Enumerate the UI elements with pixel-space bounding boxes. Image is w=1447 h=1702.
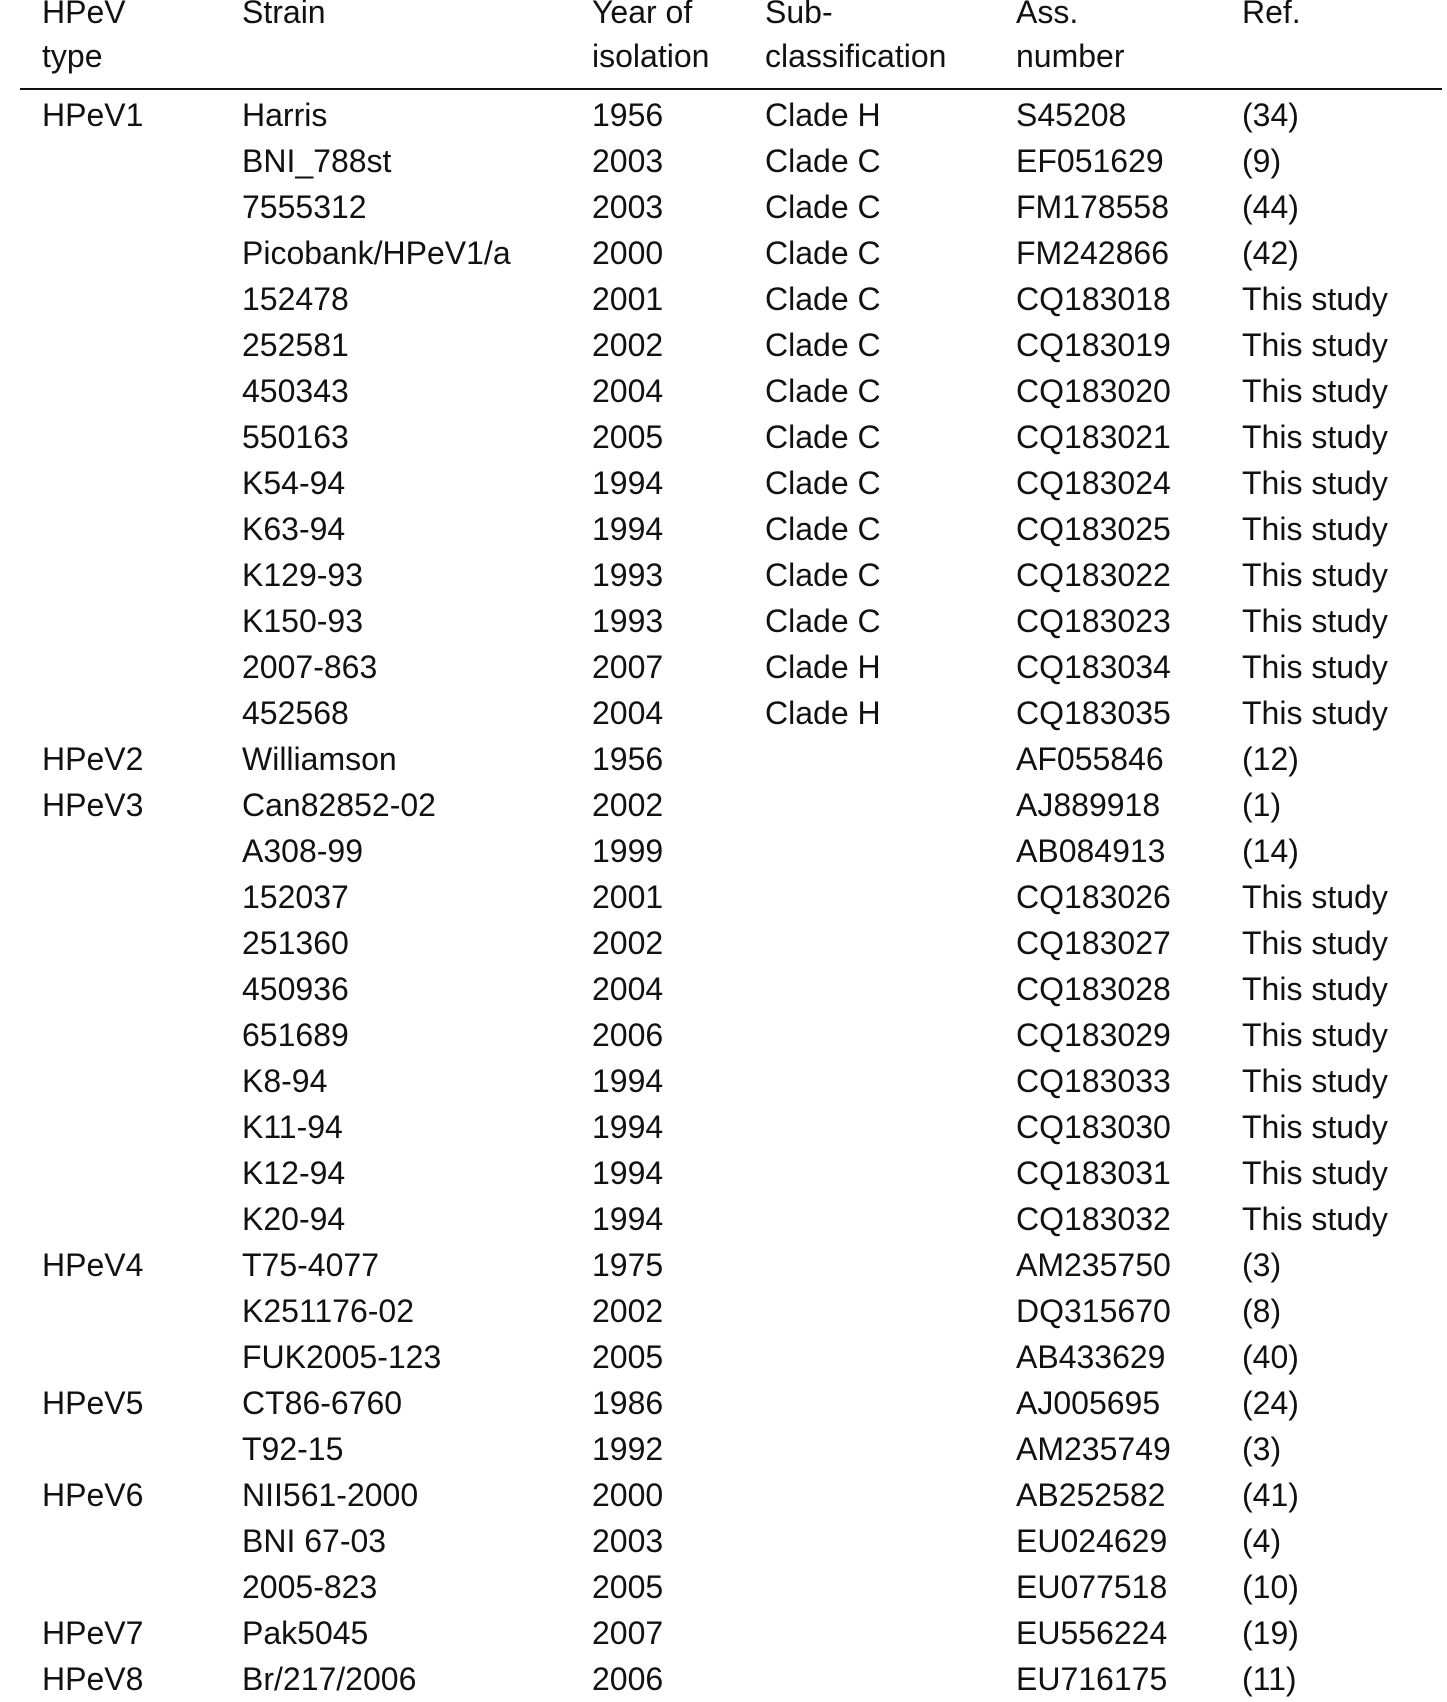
cell-accession-number: AB433629 — [1016, 1339, 1166, 1375]
cell-ref: This study — [1242, 695, 1388, 731]
cell-strain: FUK2005-123 — [242, 1339, 442, 1375]
cell-subclassification: Clade C — [765, 281, 881, 317]
cell-year: 2003 — [592, 189, 664, 225]
cell-accession-number: CQ183020 — [1016, 373, 1171, 409]
table-row — [20, 920, 1442, 966]
table-row — [20, 1104, 1442, 1150]
table-body — [20, 92, 1442, 1702]
cell-ref: (4) — [1242, 1523, 1282, 1559]
table-row — [20, 506, 1442, 552]
cell-year: 2000 — [592, 235, 664, 271]
cell-year: 1994 — [592, 1155, 664, 1191]
table-row — [20, 1196, 1442, 1242]
cell-strain: K54-94 — [242, 465, 346, 501]
cell-ref: (34) — [1242, 97, 1299, 133]
strain-table — [20, 0, 1442, 1702]
header-ref: Ref. — [1242, 0, 1301, 30]
cell-year: 2004 — [592, 373, 664, 409]
cell-strain: Picobank/HPeV1/a — [242, 235, 511, 271]
cell-strain: 7555312 — [242, 189, 367, 225]
cell-accession-number: CQ183026 — [1016, 879, 1171, 915]
cell-year: 2005 — [592, 1569, 664, 1605]
cell-hpev-type: HPeV3 — [42, 787, 144, 823]
table-row — [20, 1058, 1442, 1104]
header-strain: Strain — [242, 0, 326, 30]
cell-year: 1994 — [592, 1063, 664, 1099]
cell-accession-number: CQ183034 — [1016, 649, 1171, 685]
cell-ref: This study — [1242, 327, 1388, 363]
cell-ref: This study — [1242, 879, 1388, 915]
cell-hpev-type: HPeV7 — [42, 1615, 144, 1651]
cell-accession-number: AM235750 — [1016, 1247, 1171, 1283]
cell-hpev-type: HPeV1 — [42, 97, 144, 133]
table-header — [20, 0, 1442, 90]
cell-strain: T75-4077 — [242, 1247, 379, 1283]
table-row — [20, 1334, 1442, 1380]
table-row — [20, 1242, 1442, 1288]
cell-strain: K11-94 — [242, 1109, 343, 1145]
cell-ref: This study — [1242, 419, 1388, 455]
cell-subclassification: Clade H — [765, 97, 881, 133]
cell-accession-number: CQ183030 — [1016, 1109, 1171, 1145]
table-row — [20, 552, 1442, 598]
cell-year: 2000 — [592, 1477, 664, 1513]
cell-strain: K150-93 — [242, 603, 363, 639]
cell-strain: K20-94 — [242, 1201, 346, 1237]
cell-year: 1994 — [592, 1201, 664, 1237]
cell-ref: (10) — [1242, 1569, 1299, 1605]
table-row — [20, 1012, 1442, 1058]
cell-accession-number: CQ183022 — [1016, 557, 1171, 593]
cell-year: 2003 — [592, 143, 664, 179]
cell-ref: (24) — [1242, 1385, 1299, 1421]
cell-accession-number: FM242866 — [1016, 235, 1169, 271]
cell-subclassification: Clade H — [765, 695, 881, 731]
cell-subclassification: Clade C — [765, 557, 881, 593]
cell-accession-number: S45208 — [1016, 97, 1127, 133]
cell-strain: Br/217/2006 — [242, 1661, 417, 1697]
cell-ref: This study — [1242, 925, 1388, 961]
cell-year: 2005 — [592, 1339, 664, 1375]
cell-strain: 152478 — [242, 281, 349, 317]
cell-ref: (1) — [1242, 787, 1282, 823]
table-row — [20, 92, 1442, 138]
cell-ref: (8) — [1242, 1293, 1282, 1329]
cell-accession-number: CQ183021 — [1016, 419, 1171, 455]
cell-hpev-type: HPeV5 — [42, 1385, 144, 1421]
cell-year: 2002 — [592, 925, 664, 961]
cell-accession-number: AJ889918 — [1016, 787, 1161, 823]
cell-ref: (14) — [1242, 833, 1299, 869]
table-row — [20, 184, 1442, 230]
cell-accession-number: EU716175 — [1016, 1661, 1168, 1697]
cell-accession-number: EF051629 — [1016, 143, 1164, 179]
cell-accession-number: EU077518 — [1016, 1569, 1168, 1605]
cell-ref: This study — [1242, 1063, 1388, 1099]
table-row — [20, 1610, 1442, 1656]
cell-accession-number: AJ005695 — [1016, 1385, 1161, 1421]
table-row — [20, 1150, 1442, 1196]
cell-accession-number: CQ183033 — [1016, 1063, 1171, 1099]
cell-ref: (40) — [1242, 1339, 1299, 1375]
cell-accession-number: AB252582 — [1016, 1477, 1166, 1513]
table-row — [20, 644, 1442, 690]
cell-strain: 651689 — [242, 1017, 349, 1053]
cell-ref: (42) — [1242, 235, 1299, 271]
cell-ref: (3) — [1242, 1247, 1282, 1283]
cell-subclassification: Clade C — [765, 235, 881, 271]
table-row — [20, 230, 1442, 276]
table-row — [20, 1426, 1442, 1472]
table-row — [20, 874, 1442, 920]
cell-hpev-type: HPeV2 — [42, 741, 144, 777]
cell-strain: 450936 — [242, 971, 349, 1007]
cell-strain: BNI_788st — [242, 143, 392, 179]
cell-accession-number: CQ183019 — [1016, 327, 1171, 363]
cell-accession-number: CQ183027 — [1016, 925, 1171, 961]
cell-year: 2004 — [592, 695, 664, 731]
cell-subclassification: Clade C — [765, 143, 881, 179]
table-row — [20, 368, 1442, 414]
cell-subclassification: Clade C — [765, 189, 881, 225]
cell-year: 1994 — [592, 1109, 664, 1145]
table-row — [20, 460, 1442, 506]
cell-strain: 550163 — [242, 419, 349, 455]
cell-strain: NII561-2000 — [242, 1477, 419, 1513]
cell-accession-number: AB084913 — [1016, 833, 1166, 869]
table-row — [20, 1472, 1442, 1518]
cell-accession-number: CQ183035 — [1016, 695, 1171, 731]
cell-strain: T92-15 — [242, 1431, 344, 1467]
table-row — [20, 598, 1442, 644]
table-row — [20, 736, 1442, 782]
cell-year: 2007 — [592, 649, 664, 685]
cell-year: 2004 — [592, 971, 664, 1007]
cell-strain: Harris — [242, 97, 328, 133]
cell-year: 1956 — [592, 97, 664, 133]
table-row — [20, 414, 1442, 460]
cell-accession-number: AF055846 — [1016, 741, 1164, 777]
cell-accession-number: CQ183024 — [1016, 465, 1171, 501]
table-row — [20, 276, 1442, 322]
cell-subclassification: Clade H — [765, 649, 881, 685]
cell-year: 2006 — [592, 1017, 664, 1053]
cell-year: 1956 — [592, 741, 664, 777]
cell-accession-number: EU556224 — [1016, 1615, 1168, 1651]
cell-ref: (41) — [1242, 1477, 1299, 1513]
cell-accession-number: CQ183031 — [1016, 1155, 1171, 1191]
cell-year: 1993 — [592, 557, 664, 593]
cell-strain: Pak5045 — [242, 1615, 369, 1651]
cell-year: 1993 — [592, 603, 664, 639]
cell-ref: This study — [1242, 511, 1388, 547]
cell-hpev-type: HPeV8 — [42, 1661, 144, 1697]
cell-strain: K8-94 — [242, 1063, 328, 1099]
cell-year: 2003 — [592, 1523, 664, 1559]
header-hpev-type: HPeV type — [42, 0, 126, 74]
cell-accession-number: CQ183029 — [1016, 1017, 1171, 1053]
cell-strain: K12-94 — [242, 1155, 346, 1191]
cell-year: 2002 — [592, 787, 664, 823]
cell-accession-number: CQ183032 — [1016, 1201, 1171, 1237]
table-row — [20, 1564, 1442, 1610]
cell-subclassification: Clade C — [765, 419, 881, 455]
cell-strain: 252581 — [242, 327, 349, 363]
cell-strain: 2007-863 — [242, 649, 378, 685]
cell-ref: (11) — [1242, 1661, 1297, 1697]
cell-year: 2006 — [592, 1661, 664, 1697]
cell-strain: 251360 — [242, 925, 349, 961]
cell-subclassification: Clade C — [765, 603, 881, 639]
cell-accession-number: CQ183023 — [1016, 603, 1171, 639]
cell-strain: Can82852-02 — [242, 787, 436, 823]
cell-strain: 2005-823 — [242, 1569, 378, 1605]
cell-accession-number: EU024629 — [1016, 1523, 1168, 1559]
cell-accession-number: CQ183028 — [1016, 971, 1171, 1007]
cell-strain: 152037 — [242, 879, 349, 915]
cell-strain: BNI 67-03 — [242, 1523, 387, 1559]
cell-subclassification: Clade C — [765, 465, 881, 501]
cell-strain: K251176-02 — [242, 1293, 414, 1329]
cell-subclassification: Clade C — [765, 511, 881, 547]
cell-strain: K63-94 — [242, 511, 346, 547]
cell-ref: This study — [1242, 1155, 1388, 1191]
cell-strain: Williamson — [242, 741, 397, 777]
cell-strain: CT86-6760 — [242, 1385, 403, 1421]
cell-year: 1994 — [592, 465, 664, 501]
table-row — [20, 1380, 1442, 1426]
cell-ref: This study — [1242, 373, 1388, 409]
cell-ref: This study — [1242, 649, 1388, 685]
cell-ref: This study — [1242, 557, 1388, 593]
table-row — [20, 1518, 1442, 1564]
cell-year: 2001 — [592, 281, 664, 317]
cell-accession-number: CQ183018 — [1016, 281, 1171, 317]
cell-accession-number: FM178558 — [1016, 189, 1169, 225]
cell-accession-number: AM235749 — [1016, 1431, 1171, 1467]
cell-year: 1992 — [592, 1431, 664, 1467]
cell-hpev-type: HPeV6 — [42, 1477, 144, 1513]
cell-year: 1975 — [592, 1247, 664, 1283]
cell-year: 2005 — [592, 419, 664, 455]
table-row — [20, 138, 1442, 184]
table-row — [20, 782, 1442, 828]
cell-year: 1999 — [592, 833, 664, 869]
cell-ref: This study — [1242, 281, 1388, 317]
table-row — [20, 966, 1442, 1012]
header-accession-number: Ass. number — [1016, 0, 1125, 74]
cell-ref: This study — [1242, 465, 1388, 501]
cell-ref: This study — [1242, 1201, 1388, 1237]
cell-strain: 450343 — [242, 373, 349, 409]
cell-ref: (3) — [1242, 1431, 1282, 1467]
cell-strain: K129-93 — [242, 557, 363, 593]
cell-accession-number: DQ315670 — [1016, 1293, 1171, 1329]
cell-year: 2001 — [592, 879, 664, 915]
cell-hpev-type: HPeV4 — [42, 1247, 144, 1283]
table-row — [20, 1288, 1442, 1334]
cell-ref: (12) — [1242, 741, 1299, 777]
cell-year: 1986 — [592, 1385, 664, 1421]
cell-ref: (9) — [1242, 143, 1282, 179]
cell-ref: (19) — [1242, 1615, 1299, 1651]
table-row — [20, 828, 1442, 874]
cell-strain: A308-99 — [242, 833, 363, 869]
cell-accession-number: CQ183025 — [1016, 511, 1171, 547]
table-row — [20, 322, 1442, 368]
header-year: Year of isolation — [592, 0, 710, 74]
cell-ref: (44) — [1242, 189, 1299, 225]
cell-year: 1994 — [592, 511, 664, 547]
cell-subclassification: Clade C — [765, 327, 881, 363]
cell-ref: This study — [1242, 971, 1388, 1007]
table-row — [20, 1656, 1442, 1702]
cell-year: 2002 — [592, 1293, 664, 1329]
cell-strain: 452568 — [242, 695, 349, 731]
cell-year: 2002 — [592, 327, 664, 363]
cell-ref: This study — [1242, 603, 1388, 639]
cell-year: 2007 — [592, 1615, 664, 1651]
table-row — [20, 690, 1442, 736]
cell-subclassification: Clade C — [765, 373, 881, 409]
cell-ref: This study — [1242, 1017, 1388, 1053]
header-subclassification: Sub- classification — [765, 0, 947, 74]
cell-ref: This study — [1242, 1109, 1388, 1145]
